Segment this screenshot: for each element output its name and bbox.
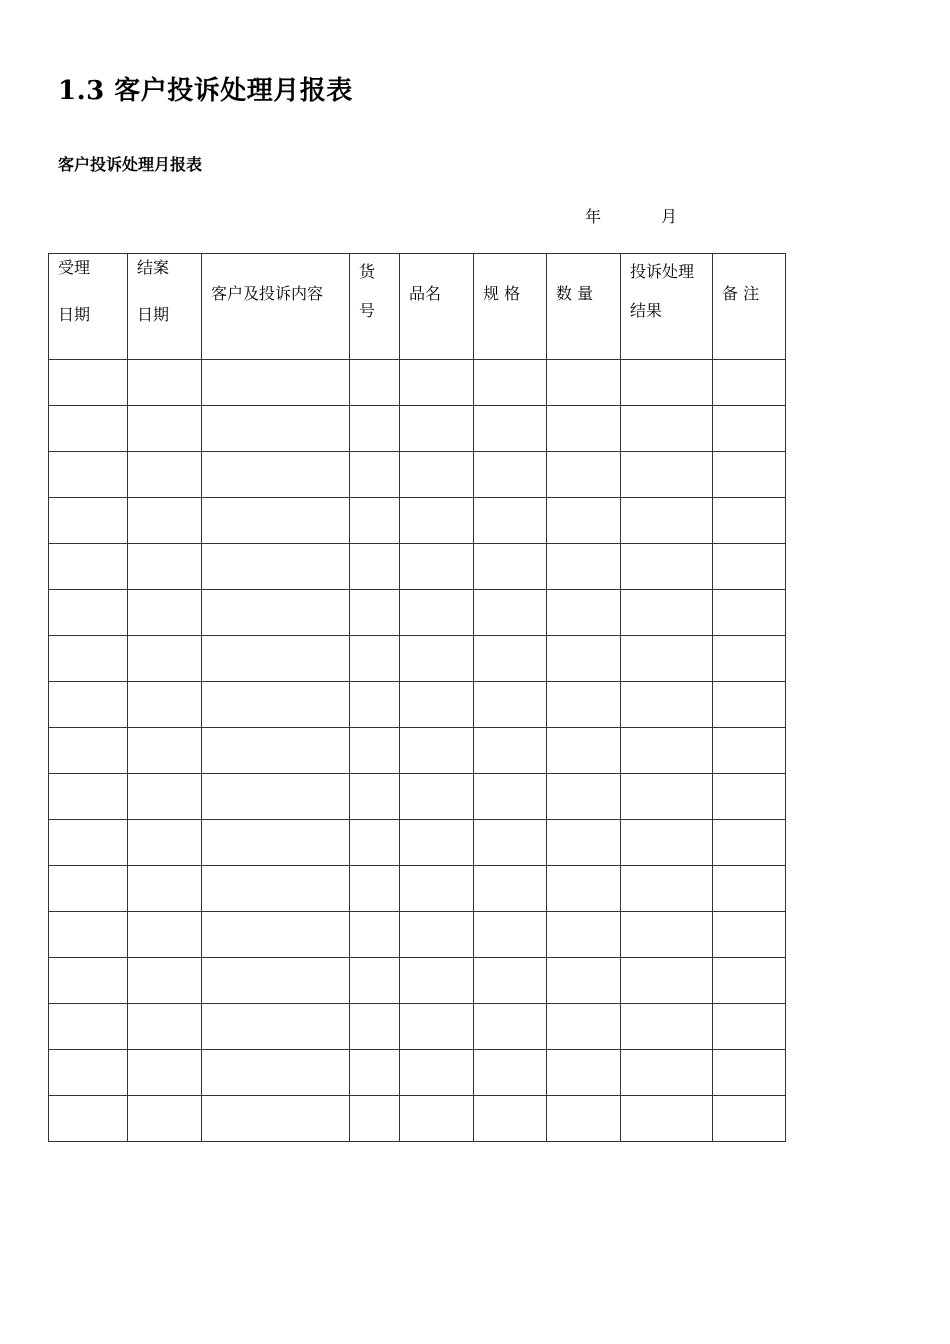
table-cell[interactable] bbox=[400, 820, 474, 866]
table-row bbox=[49, 636, 786, 682]
table-cell[interactable] bbox=[547, 1050, 621, 1096]
col-header-line: 号 bbox=[359, 301, 376, 321]
table-cell[interactable] bbox=[49, 544, 128, 590]
table-cell[interactable] bbox=[474, 1096, 547, 1142]
complaint-report-table bbox=[48, 253, 786, 1142]
table-cell[interactable] bbox=[621, 774, 713, 820]
table-cell[interactable] bbox=[547, 774, 621, 820]
table-cell[interactable] bbox=[350, 1096, 400, 1142]
table-cell[interactable] bbox=[128, 912, 202, 958]
table-cell[interactable] bbox=[202, 774, 350, 820]
table-cell[interactable] bbox=[49, 1050, 128, 1096]
table-cell[interactable] bbox=[400, 498, 474, 544]
table-cell[interactable] bbox=[474, 1004, 547, 1050]
table-cell[interactable] bbox=[202, 590, 350, 636]
table-cell[interactable] bbox=[49, 1096, 128, 1142]
table-cell[interactable] bbox=[713, 452, 786, 498]
table-cell[interactable] bbox=[713, 360, 786, 406]
col-header-line: 备 注 bbox=[722, 284, 760, 303]
table-cell[interactable] bbox=[400, 866, 474, 912]
col-header-line: 日期 bbox=[137, 305, 170, 325]
table-cell[interactable] bbox=[547, 360, 621, 406]
table-cell[interactable] bbox=[128, 636, 202, 682]
table-cell[interactable] bbox=[202, 636, 350, 682]
table-cell[interactable] bbox=[400, 636, 474, 682]
table-cell[interactable] bbox=[621, 958, 713, 1004]
col-header-customer-complaint bbox=[202, 254, 350, 360]
table-row bbox=[49, 590, 786, 636]
col-header-spec bbox=[474, 254, 547, 360]
col-header-product-name bbox=[400, 254, 474, 360]
table-cell[interactable] bbox=[400, 682, 474, 728]
table-cell[interactable] bbox=[547, 820, 621, 866]
table-cell[interactable] bbox=[128, 544, 202, 590]
table-cell[interactable] bbox=[128, 866, 202, 912]
table-cell[interactable] bbox=[202, 820, 350, 866]
table-cell[interactable] bbox=[474, 682, 547, 728]
table-row bbox=[49, 866, 786, 912]
table-cell[interactable] bbox=[202, 360, 350, 406]
table-cell[interactable] bbox=[474, 912, 547, 958]
table-cell[interactable] bbox=[49, 912, 128, 958]
table-cell[interactable] bbox=[474, 360, 547, 406]
table-cell[interactable] bbox=[547, 406, 621, 452]
table-cell[interactable] bbox=[128, 728, 202, 774]
table-cell[interactable] bbox=[128, 682, 202, 728]
table-cell[interactable] bbox=[474, 406, 547, 452]
table-cell[interactable] bbox=[49, 360, 128, 406]
table-cell[interactable] bbox=[400, 452, 474, 498]
table-cell[interactable] bbox=[202, 912, 350, 958]
table-cell[interactable] bbox=[350, 544, 400, 590]
table-cell[interactable] bbox=[49, 636, 128, 682]
table-row bbox=[49, 452, 786, 498]
table-cell[interactable] bbox=[400, 728, 474, 774]
table-cell[interactable] bbox=[202, 498, 350, 544]
table-cell[interactable] bbox=[547, 866, 621, 912]
table-cell[interactable] bbox=[128, 590, 202, 636]
table-cell[interactable] bbox=[400, 1050, 474, 1096]
table-body bbox=[49, 360, 786, 1142]
col-header-line: 品名 bbox=[409, 284, 442, 303]
table-cell[interactable] bbox=[400, 544, 474, 590]
table-cell[interactable] bbox=[547, 544, 621, 590]
table-cell[interactable] bbox=[128, 1096, 202, 1142]
table-cell[interactable] bbox=[202, 452, 350, 498]
table-row bbox=[49, 1096, 786, 1142]
table-cell[interactable] bbox=[713, 682, 786, 728]
table-cell[interactable] bbox=[621, 544, 713, 590]
table-cell[interactable] bbox=[474, 866, 547, 912]
table-cell[interactable] bbox=[350, 1050, 400, 1096]
table-cell[interactable] bbox=[400, 1096, 474, 1142]
table-cell[interactable] bbox=[621, 1050, 713, 1096]
table-cell[interactable] bbox=[49, 958, 128, 1004]
table-cell[interactable] bbox=[128, 452, 202, 498]
table-cell[interactable] bbox=[621, 636, 713, 682]
table-cell[interactable] bbox=[350, 912, 400, 958]
table-cell[interactable] bbox=[474, 1050, 547, 1096]
table-cell[interactable] bbox=[713, 958, 786, 1004]
col-header-line: 规 格 bbox=[483, 284, 521, 303]
table-cell[interactable] bbox=[621, 1096, 713, 1142]
table-cell[interactable] bbox=[350, 498, 400, 544]
table-cell[interactable] bbox=[474, 498, 547, 544]
form-title: 客户投诉处理月报表 bbox=[58, 155, 203, 174]
table-cell[interactable] bbox=[49, 682, 128, 728]
col-header-accept-date bbox=[49, 254, 128, 360]
table-cell[interactable] bbox=[474, 728, 547, 774]
table-cell[interactable] bbox=[128, 406, 202, 452]
table-cell[interactable] bbox=[713, 406, 786, 452]
col-header-close-date bbox=[128, 254, 202, 360]
table-cell[interactable] bbox=[400, 774, 474, 820]
table-cell[interactable] bbox=[128, 498, 202, 544]
table-cell[interactable] bbox=[350, 452, 400, 498]
table-row bbox=[49, 1050, 786, 1096]
table-cell[interactable] bbox=[350, 958, 400, 1004]
table-cell[interactable] bbox=[713, 1050, 786, 1096]
table-cell[interactable] bbox=[49, 590, 128, 636]
table-cell[interactable] bbox=[350, 728, 400, 774]
table-cell[interactable] bbox=[400, 360, 474, 406]
table-cell[interactable] bbox=[350, 590, 400, 636]
table-cell[interactable] bbox=[202, 958, 350, 1004]
table-cell[interactable] bbox=[350, 636, 400, 682]
table-cell[interactable] bbox=[621, 406, 713, 452]
table-row bbox=[49, 360, 786, 406]
date-month-label: 月 bbox=[661, 207, 678, 226]
col-header-line: 结案 bbox=[137, 258, 170, 277]
table-cell[interactable] bbox=[713, 866, 786, 912]
table-cell[interactable] bbox=[350, 774, 400, 820]
table-cell[interactable] bbox=[474, 590, 547, 636]
table-cell[interactable] bbox=[547, 636, 621, 682]
table-cell[interactable] bbox=[621, 452, 713, 498]
table-cell[interactable] bbox=[202, 406, 350, 452]
table-row bbox=[49, 544, 786, 590]
col-header-line: 数 量 bbox=[556, 284, 594, 303]
table-cell[interactable] bbox=[400, 1004, 474, 1050]
table-cell[interactable] bbox=[547, 590, 621, 636]
table-row bbox=[49, 406, 786, 452]
table-cell[interactable] bbox=[128, 1004, 202, 1050]
table-cell[interactable] bbox=[547, 498, 621, 544]
table-cell[interactable] bbox=[49, 866, 128, 912]
table-cell[interactable] bbox=[128, 360, 202, 406]
table-cell[interactable] bbox=[400, 912, 474, 958]
table-cell[interactable] bbox=[350, 682, 400, 728]
table-cell[interactable] bbox=[202, 1050, 350, 1096]
table-cell[interactable] bbox=[202, 682, 350, 728]
table-row bbox=[49, 1004, 786, 1050]
table-cell[interactable] bbox=[49, 820, 128, 866]
table-cell[interactable] bbox=[474, 774, 547, 820]
table-cell[interactable] bbox=[621, 590, 713, 636]
table-row bbox=[49, 682, 786, 728]
table-cell[interactable] bbox=[202, 866, 350, 912]
table-cell[interactable] bbox=[621, 728, 713, 774]
table-row bbox=[49, 958, 786, 1004]
col-header-line: 结果 bbox=[630, 301, 663, 321]
table-row bbox=[49, 498, 786, 544]
table-cell[interactable] bbox=[621, 912, 713, 958]
table-cell[interactable] bbox=[202, 1096, 350, 1142]
col-header-line: 客户及投诉内容 bbox=[211, 284, 324, 303]
table-cell[interactable] bbox=[713, 728, 786, 774]
table-cell[interactable] bbox=[474, 452, 547, 498]
table-cell[interactable] bbox=[621, 820, 713, 866]
table-cell[interactable] bbox=[713, 590, 786, 636]
table-cell[interactable] bbox=[202, 544, 350, 590]
table-cell[interactable] bbox=[202, 1004, 350, 1050]
date-year-label: 年 bbox=[585, 207, 602, 226]
table-header-row bbox=[49, 254, 786, 360]
table-cell[interactable] bbox=[621, 866, 713, 912]
table-cell[interactable] bbox=[713, 1004, 786, 1050]
table-cell[interactable] bbox=[400, 958, 474, 1004]
table-cell[interactable] bbox=[49, 728, 128, 774]
table-cell[interactable] bbox=[202, 728, 350, 774]
table-cell[interactable] bbox=[547, 912, 621, 958]
table-cell[interactable] bbox=[547, 958, 621, 1004]
table-cell[interactable] bbox=[713, 820, 786, 866]
table-cell[interactable] bbox=[621, 682, 713, 728]
table-cell[interactable] bbox=[400, 590, 474, 636]
table-cell[interactable] bbox=[621, 1004, 713, 1050]
table-cell[interactable] bbox=[350, 360, 400, 406]
table-row bbox=[49, 820, 786, 866]
table-cell[interactable] bbox=[49, 452, 128, 498]
col-header-item-number bbox=[350, 254, 400, 360]
table-cell[interactable] bbox=[713, 1096, 786, 1142]
table-cell[interactable] bbox=[350, 406, 400, 452]
table-cell[interactable] bbox=[547, 452, 621, 498]
table-cell[interactable] bbox=[474, 544, 547, 590]
table-cell[interactable] bbox=[713, 774, 786, 820]
table-cell[interactable] bbox=[128, 820, 202, 866]
table-cell[interactable] bbox=[547, 1096, 621, 1142]
table-cell[interactable] bbox=[128, 1050, 202, 1096]
col-header-result bbox=[621, 254, 713, 360]
table-cell[interactable] bbox=[474, 636, 547, 682]
table-row bbox=[49, 912, 786, 958]
table-cell[interactable] bbox=[621, 360, 713, 406]
table-cell[interactable] bbox=[547, 682, 621, 728]
table-cell[interactable] bbox=[547, 728, 621, 774]
col-header-line: 投诉处理 bbox=[630, 262, 695, 281]
col-header-line: 日期 bbox=[58, 305, 91, 325]
table-cell[interactable] bbox=[49, 498, 128, 544]
table-cell[interactable] bbox=[400, 406, 474, 452]
table-cell[interactable] bbox=[49, 1004, 128, 1050]
page-title: 1.3 客户投诉处理月报表 bbox=[58, 76, 353, 106]
table-cell[interactable] bbox=[713, 498, 786, 544]
col-header-line: 受理 bbox=[58, 258, 91, 277]
table-cell[interactable] bbox=[350, 1004, 400, 1050]
table-row bbox=[49, 728, 786, 774]
table-cell[interactable] bbox=[474, 820, 547, 866]
table-cell[interactable] bbox=[49, 774, 128, 820]
table-cell[interactable] bbox=[49, 406, 128, 452]
table-row bbox=[49, 774, 786, 820]
table-cell[interactable] bbox=[621, 498, 713, 544]
col-header-remarks bbox=[713, 254, 786, 360]
table-cell[interactable] bbox=[474, 958, 547, 1004]
col-header-line: 货 bbox=[359, 262, 376, 281]
table-cell[interactable] bbox=[547, 1004, 621, 1050]
table-cell[interactable] bbox=[713, 912, 786, 958]
table-cell[interactable] bbox=[713, 636, 786, 682]
table-cell[interactable] bbox=[713, 544, 786, 590]
table-cell[interactable] bbox=[350, 866, 400, 912]
col-header-quantity bbox=[547, 254, 621, 360]
table-cell[interactable] bbox=[128, 774, 202, 820]
table-cell[interactable] bbox=[128, 958, 202, 1004]
table-cell[interactable] bbox=[350, 820, 400, 866]
